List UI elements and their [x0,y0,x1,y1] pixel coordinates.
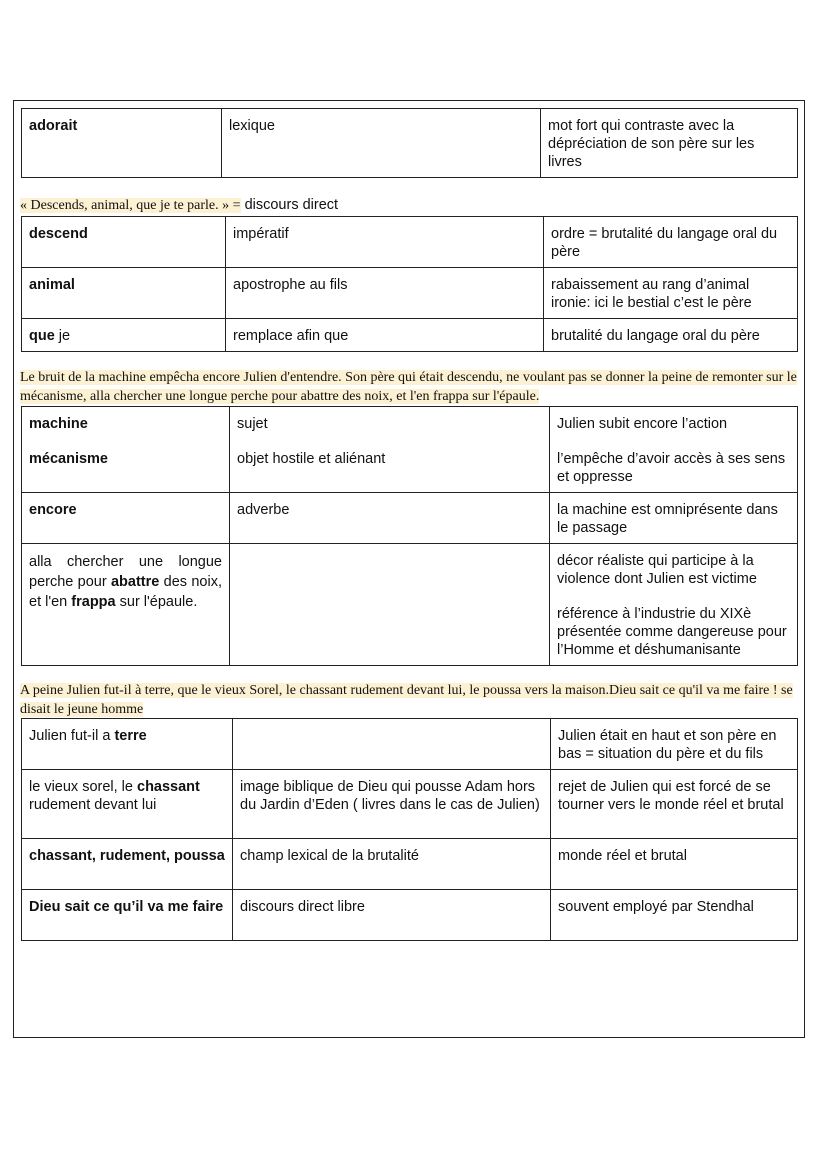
table-row [22,493,798,544]
quote-1 [20,196,800,215]
term-text: Dieu sait ce qu’il va me faire [29,899,224,915]
category-cell: remplace afin que [226,319,544,352]
term-mecanisme: mécanisme [29,451,108,467]
analysis-table-2 [21,216,798,352]
analysis-table-3 [21,406,798,666]
interpretation-cell: Julien était en haut et son père en bas = situation du père et du fils [551,719,798,770]
table-row [22,839,798,890]
analysis-table-1 [21,108,798,178]
category-cell: impératif [226,217,544,268]
interpretation-cell [550,407,798,493]
term-text: chassant [137,779,200,795]
interpretation-industrie: référence à l’industrie du XIXè présentée comme dangereuse pour l’Homme et déshumanisante [557,606,787,658]
term-text: adorait [29,118,78,134]
term-cell [22,770,233,839]
interpretation-action: Julien subit encore l’action [557,416,728,432]
interpretation-cell: brutalité du langage oral du père [544,319,798,352]
interpretation-cell: la machine est omniprésente dans le passage [550,493,798,544]
quote-1-label: discours direct [240,197,339,213]
term-encore: encore [29,502,77,518]
table-row [22,407,798,493]
term-text: sur l'épaule. [115,594,198,610]
term-text: abattre [110,574,160,590]
term-cell [22,544,230,666]
quote-2-text: Le bruit de la machine empêcha encore Julien d'entendre. Son père qui était descendu, ne voulant pas se donner la peine de remonter sur le mécanisme, alla chercher une longue perche pour abattre des noix, et l'en frappa sur l'épaule. [20,370,797,404]
term-cell [22,839,233,890]
term-cell [22,890,233,941]
quote-2 [20,368,800,406]
quote-3-text: A peine Julien fut-il à terre, que le vieux Sorel, le chassant rudement devant lui, le poussa vers la maison.Dieu sait ce qu'il va me faire ! se disait le jeune homme [20,683,793,717]
term-text: rudement devant lui [29,797,157,813]
term-text: Julien fut-il a [29,728,115,744]
interpretation-cell: ordre = brutalité du langage oral du père [544,217,798,268]
term-machine: machine [29,416,88,432]
term-text: que [29,328,55,344]
category-cell [233,719,551,770]
category-cell [230,407,550,493]
interpretation-cell: monde réel et brutal [551,839,798,890]
term-text: frappa [71,594,116,610]
quote-3 [20,681,800,719]
term-text: descend [29,226,88,242]
table-row [22,544,798,666]
term-text: le vieux sorel, le [29,779,137,795]
table-row [22,319,798,352]
term-text: je [54,328,71,344]
interpretation-cell [550,544,798,666]
term-text: terre [114,728,147,744]
table-row [22,890,798,941]
term-cell [22,109,222,178]
category-cell: discours direct libre [233,890,551,941]
term-cell [22,407,230,493]
category-cell: apostrophe au fils [226,268,544,319]
interpretation-decor: décor réaliste qui participe à la violence dont Julien est victime [557,553,757,587]
quote-1-text: « Descends, animal, que je te parle. » = [20,198,241,213]
table-row [22,268,798,319]
term-text: des noix, et l'en [29,574,222,610]
category-cell: champ lexical de la brutalité [233,839,551,890]
term-cell [22,719,233,770]
term-cell [22,493,230,544]
table-row [22,109,798,178]
interpretation-cell: rabaissement au rang d’animal ironie: ici le bestial c’est le père [544,268,798,319]
term-text: chassant, rudement, poussa [29,848,225,864]
interpretation-cell: souvent employé par Stendhal [551,890,798,941]
term-text: animal [29,277,75,293]
category-cell: lexique [222,109,541,178]
table-row [22,770,798,839]
term-text: alla chercher une longue perche pour [29,554,222,590]
category-cell: adverbe [230,493,550,544]
table-row [22,719,798,770]
interpretation-cell: rejet de Julien qui est forcé de se tourner vers le monde réel et brutal [551,770,798,839]
interpretation-cell: mot fort qui contraste avec la dépréciation de son père sur les livres [541,109,798,178]
term-cell [22,217,226,268]
category-objet: objet hostile et aliénant [237,451,386,467]
analysis-table-4 [21,718,798,941]
interpretation-oppresse: l’empêche d’avoir accès à ses sens et oppresse [557,451,786,485]
category-cell: image biblique de Dieu qui pousse Adam hors du Jardin d’Eden ( livres dans le cas de Julien) [233,770,551,839]
category-sujet: sujet [237,416,268,432]
term-cell [22,268,226,319]
term-cell [22,319,226,352]
category-cell [230,544,550,666]
table-row [22,217,798,268]
